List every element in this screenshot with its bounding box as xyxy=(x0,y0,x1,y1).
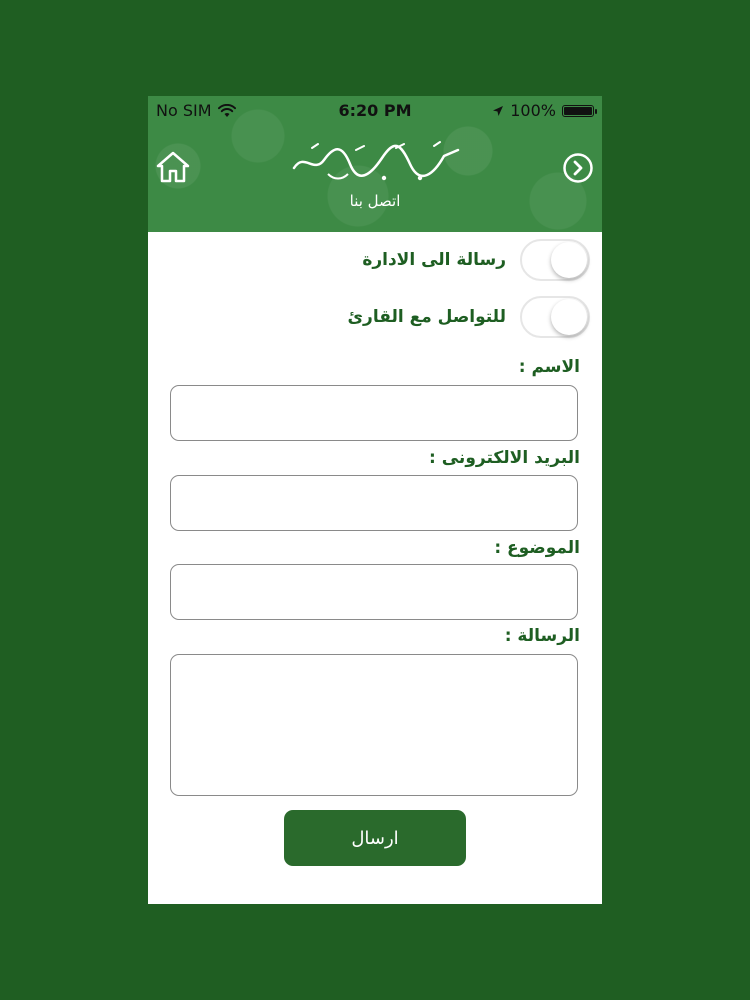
message-textarea[interactable] xyxy=(170,654,578,796)
location-arrow-icon xyxy=(492,105,504,117)
header xyxy=(148,96,602,232)
battery-percent: 100% xyxy=(510,101,556,120)
toggle-row-reader xyxy=(347,296,590,338)
subject-label: الموضوع : xyxy=(494,538,580,558)
send-button[interactable]: ارسال xyxy=(284,810,466,866)
carrier-label: No SIM xyxy=(156,101,212,120)
home-icon[interactable] xyxy=(156,150,190,184)
status-time: 6:20 PM xyxy=(338,101,412,120)
page-title: اتصل بنا xyxy=(349,192,401,210)
email-label: البريد الالكترونى : xyxy=(429,448,580,468)
status-right xyxy=(492,101,594,120)
battery-icon xyxy=(562,105,594,117)
subject-field[interactable] xyxy=(170,564,578,620)
status-bar xyxy=(148,96,602,124)
toggle-knob xyxy=(551,299,587,335)
app-screen xyxy=(148,96,602,904)
toggle-knob xyxy=(551,242,587,278)
name-field[interactable] xyxy=(170,385,578,441)
email-field[interactable] xyxy=(170,475,578,531)
calligraphy-logo xyxy=(288,134,464,186)
toggle-row-management xyxy=(362,239,590,281)
management-message-toggle[interactable] xyxy=(520,239,590,281)
toggle-label: للتواصل مع القارئ xyxy=(347,307,506,327)
reader-contact-toggle[interactable] xyxy=(520,296,590,338)
message-label: الرسالة : xyxy=(504,626,580,646)
chevron-right-circle-icon[interactable] xyxy=(562,152,594,184)
battery-fill xyxy=(564,107,592,115)
toggle-label: رسالة الى الادارة xyxy=(362,250,506,270)
name-label: الاسم : xyxy=(518,357,580,377)
